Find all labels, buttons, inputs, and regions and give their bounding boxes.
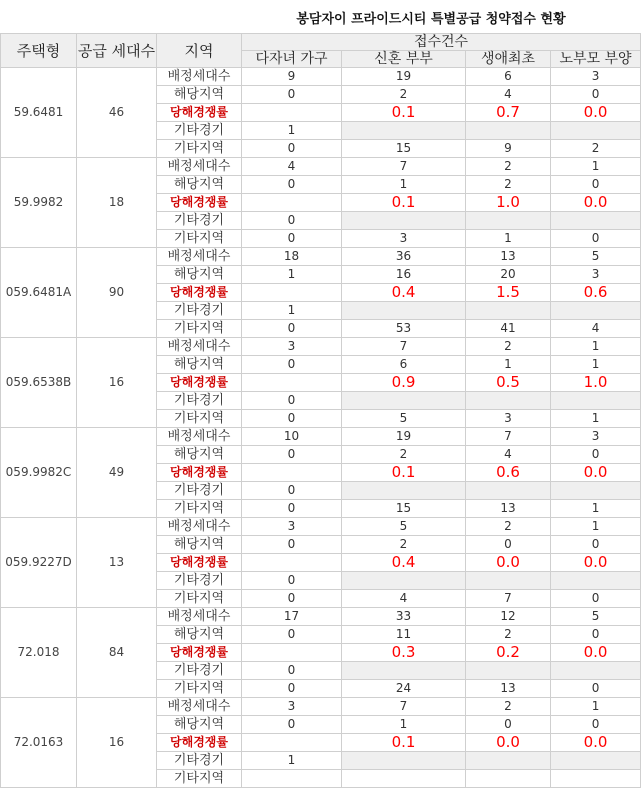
value-cell: 3 bbox=[242, 698, 342, 716]
competition-ratio-cell bbox=[242, 194, 342, 212]
competition-ratio-cell: 1.5 bbox=[466, 284, 551, 302]
competition-ratio-cell: 0.6 bbox=[551, 284, 641, 302]
competition-ratio-cell bbox=[242, 734, 342, 752]
value-cell: 2 bbox=[342, 86, 466, 104]
competition-ratio-cell bbox=[242, 644, 342, 662]
value-cell: 0 bbox=[242, 320, 342, 338]
value-cell: 13 bbox=[466, 248, 551, 266]
value-cell: 3 bbox=[466, 410, 551, 428]
value-cell: 2 bbox=[466, 626, 551, 644]
table-row bbox=[1, 428, 641, 446]
competition-ratio-cell bbox=[242, 374, 342, 392]
value-cell: 0 bbox=[551, 716, 641, 734]
row-label: 배정세대수 bbox=[157, 428, 242, 446]
row-label: 배정세대수 bbox=[157, 68, 242, 86]
value-cell: 1 bbox=[466, 230, 551, 248]
row-label: 기타경기 bbox=[157, 482, 242, 500]
row-label: 기타지역 bbox=[157, 140, 242, 158]
value-cell: 1 bbox=[466, 356, 551, 374]
application-status-table bbox=[0, 33, 641, 788]
supply-count-cell: 90 bbox=[77, 248, 157, 338]
value-cell bbox=[342, 122, 466, 140]
value-cell: 2 bbox=[551, 140, 641, 158]
competition-ratio-cell: 0.0 bbox=[466, 554, 551, 572]
row-label: 당해경쟁률 bbox=[157, 374, 242, 392]
value-cell: 0 bbox=[242, 572, 342, 590]
competition-ratio-cell: 0.4 bbox=[342, 284, 466, 302]
row-label: 당해경쟁률 bbox=[157, 734, 242, 752]
competition-ratio-cell bbox=[242, 554, 342, 572]
value-cell: 11 bbox=[342, 626, 466, 644]
competition-ratio-cell: 0.0 bbox=[551, 104, 641, 122]
competition-ratio-cell: 0.2 bbox=[466, 644, 551, 662]
value-cell: 3 bbox=[551, 266, 641, 284]
row-label: 기타지역 bbox=[157, 230, 242, 248]
value-cell: 12 bbox=[466, 608, 551, 626]
value-cell: 13 bbox=[466, 680, 551, 698]
value-cell: 5 bbox=[551, 248, 641, 266]
table-row bbox=[1, 248, 641, 266]
value-cell: 7 bbox=[342, 338, 466, 356]
value-cell: 3 bbox=[551, 428, 641, 446]
value-cell bbox=[342, 392, 466, 410]
value-cell bbox=[551, 752, 641, 770]
row-label: 해당지역 bbox=[157, 626, 242, 644]
value-cell bbox=[551, 122, 641, 140]
row-label: 해당지역 bbox=[157, 716, 242, 734]
row-label: 기타지역 bbox=[157, 680, 242, 698]
competition-ratio-cell: 0.0 bbox=[551, 734, 641, 752]
value-cell bbox=[551, 572, 641, 590]
table-row bbox=[1, 158, 641, 176]
housing-type-cell: 059.6538B bbox=[1, 338, 77, 428]
value-cell bbox=[551, 302, 641, 320]
competition-ratio-cell: 0.6 bbox=[466, 464, 551, 482]
value-cell: 0 bbox=[242, 482, 342, 500]
value-cell: 0 bbox=[242, 662, 342, 680]
supply-count-cell: 16 bbox=[77, 338, 157, 428]
value-cell: 41 bbox=[466, 320, 551, 338]
housing-type-cell: 059.9227D bbox=[1, 518, 77, 608]
value-cell: 0 bbox=[242, 230, 342, 248]
value-cell: 9 bbox=[466, 140, 551, 158]
value-cell: 16 bbox=[342, 266, 466, 284]
row-label: 기타지역 bbox=[157, 320, 242, 338]
value-cell: 0 bbox=[242, 140, 342, 158]
value-cell bbox=[342, 302, 466, 320]
table-row bbox=[1, 68, 641, 86]
value-cell bbox=[242, 770, 342, 788]
row-label: 해당지역 bbox=[157, 446, 242, 464]
competition-ratio-cell: 0.1 bbox=[342, 734, 466, 752]
value-cell: 1 bbox=[551, 698, 641, 716]
competition-ratio-cell bbox=[242, 104, 342, 122]
value-cell: 0 bbox=[242, 590, 342, 608]
value-cell: 0 bbox=[551, 536, 641, 554]
header-col-firsttime: 생애최초 bbox=[466, 51, 551, 68]
row-label: 기타지역 bbox=[157, 590, 242, 608]
value-cell: 7 bbox=[466, 428, 551, 446]
row-label: 배정세대수 bbox=[157, 248, 242, 266]
value-cell: 0 bbox=[242, 212, 342, 230]
value-cell: 1 bbox=[551, 158, 641, 176]
value-cell: 13 bbox=[466, 500, 551, 518]
value-cell bbox=[342, 212, 466, 230]
housing-type-cell: 59.6481 bbox=[1, 68, 77, 158]
competition-ratio-cell: 0.1 bbox=[342, 194, 466, 212]
header-region: 지역 bbox=[157, 34, 242, 68]
value-cell: 24 bbox=[342, 680, 466, 698]
table-body bbox=[1, 68, 641, 788]
value-cell: 5 bbox=[551, 608, 641, 626]
value-cell bbox=[466, 212, 551, 230]
value-cell: 1 bbox=[242, 266, 342, 284]
value-cell: 4 bbox=[342, 590, 466, 608]
value-cell bbox=[466, 302, 551, 320]
value-cell bbox=[551, 212, 641, 230]
value-cell: 0 bbox=[551, 626, 641, 644]
value-cell: 0 bbox=[242, 680, 342, 698]
housing-type-cell: 059.6481A bbox=[1, 248, 77, 338]
housing-type-cell: 59.9982 bbox=[1, 158, 77, 248]
row-label: 기타경기 bbox=[157, 572, 242, 590]
housing-type-cell: 059.9982C bbox=[1, 428, 77, 518]
competition-ratio-cell: 0.1 bbox=[342, 104, 466, 122]
row-label: 기타지역 bbox=[157, 500, 242, 518]
value-cell: 17 bbox=[242, 608, 342, 626]
competition-ratio-cell: 0.0 bbox=[551, 644, 641, 662]
value-cell: 2 bbox=[466, 518, 551, 536]
row-label: 기타경기 bbox=[157, 752, 242, 770]
row-label: 배정세대수 bbox=[157, 608, 242, 626]
value-cell bbox=[551, 770, 641, 788]
value-cell: 0 bbox=[551, 680, 641, 698]
table-row bbox=[1, 338, 641, 356]
value-cell: 0 bbox=[551, 590, 641, 608]
value-cell: 1 bbox=[242, 122, 342, 140]
row-label: 배정세대수 bbox=[157, 338, 242, 356]
value-cell: 0 bbox=[551, 230, 641, 248]
competition-ratio-cell: 0.0 bbox=[466, 734, 551, 752]
row-label: 당해경쟁률 bbox=[157, 104, 242, 122]
row-label: 해당지역 bbox=[157, 86, 242, 104]
value-cell: 1 bbox=[551, 338, 641, 356]
competition-ratio-cell: 0.4 bbox=[342, 554, 466, 572]
competition-ratio-cell: 0.0 bbox=[551, 464, 641, 482]
competition-ratio-cell: 0.7 bbox=[466, 104, 551, 122]
row-label: 당해경쟁률 bbox=[157, 194, 242, 212]
value-cell bbox=[342, 662, 466, 680]
value-cell: 10 bbox=[242, 428, 342, 446]
value-cell: 1 bbox=[242, 752, 342, 770]
competition-ratio-cell bbox=[242, 284, 342, 302]
value-cell: 2 bbox=[466, 176, 551, 194]
row-label: 해당지역 bbox=[157, 176, 242, 194]
value-cell: 36 bbox=[342, 248, 466, 266]
competition-ratio-cell bbox=[242, 464, 342, 482]
value-cell: 4 bbox=[466, 446, 551, 464]
row-label: 기타경기 bbox=[157, 212, 242, 230]
value-cell bbox=[466, 662, 551, 680]
value-cell bbox=[466, 392, 551, 410]
competition-ratio-cell: 0.5 bbox=[466, 374, 551, 392]
value-cell: 53 bbox=[342, 320, 466, 338]
value-cell: 2 bbox=[466, 698, 551, 716]
row-label: 기타경기 bbox=[157, 662, 242, 680]
value-cell: 1 bbox=[342, 176, 466, 194]
competition-ratio-cell: 0.3 bbox=[342, 644, 466, 662]
value-cell: 33 bbox=[342, 608, 466, 626]
value-cell: 4 bbox=[242, 158, 342, 176]
value-cell: 7 bbox=[342, 158, 466, 176]
value-cell: 0 bbox=[242, 626, 342, 644]
value-cell bbox=[551, 392, 641, 410]
value-cell: 9 bbox=[242, 68, 342, 86]
value-cell: 0 bbox=[242, 392, 342, 410]
competition-ratio-cell: 0.1 bbox=[342, 464, 466, 482]
row-label: 당해경쟁률 bbox=[157, 284, 242, 302]
row-label: 배정세대수 bbox=[157, 698, 242, 716]
supply-count-cell: 13 bbox=[77, 518, 157, 608]
value-cell: 0 bbox=[551, 86, 641, 104]
value-cell: 0 bbox=[242, 500, 342, 518]
value-cell: 0 bbox=[551, 446, 641, 464]
value-cell bbox=[466, 482, 551, 500]
value-cell: 4 bbox=[551, 320, 641, 338]
table-row bbox=[1, 608, 641, 626]
value-cell: 0 bbox=[242, 536, 342, 554]
value-cell: 0 bbox=[242, 716, 342, 734]
competition-ratio-cell: 0.0 bbox=[551, 554, 641, 572]
housing-type-cell: 72.0163 bbox=[1, 698, 77, 788]
header-applications: 접수건수 bbox=[242, 34, 641, 51]
row-label: 해당지역 bbox=[157, 356, 242, 374]
header-col-elderly: 노부모 부양 bbox=[551, 51, 641, 68]
value-cell: 1 bbox=[342, 716, 466, 734]
value-cell: 2 bbox=[466, 158, 551, 176]
value-cell: 0 bbox=[242, 176, 342, 194]
supply-count-cell: 18 bbox=[77, 158, 157, 248]
value-cell: 5 bbox=[342, 518, 466, 536]
row-label: 당해경쟁률 bbox=[157, 644, 242, 662]
row-label: 당해경쟁률 bbox=[157, 464, 242, 482]
value-cell bbox=[551, 662, 641, 680]
page-title: 봉담자이 프라이드시티 특별공급 청약접수 현황 bbox=[296, 12, 566, 27]
value-cell: 0 bbox=[242, 446, 342, 464]
value-cell: 3 bbox=[242, 338, 342, 356]
housing-type-cell: 72.018 bbox=[1, 608, 77, 698]
value-cell: 2 bbox=[342, 446, 466, 464]
value-cell bbox=[466, 122, 551, 140]
value-cell: 3 bbox=[551, 68, 641, 86]
supply-count-cell: 84 bbox=[77, 608, 157, 698]
row-label: 배정세대수 bbox=[157, 518, 242, 536]
competition-ratio-cell: 0.9 bbox=[342, 374, 466, 392]
value-cell bbox=[342, 572, 466, 590]
value-cell bbox=[466, 572, 551, 590]
value-cell: 5 bbox=[342, 410, 466, 428]
competition-ratio-cell: 1.0 bbox=[551, 374, 641, 392]
row-label: 당해경쟁률 bbox=[157, 554, 242, 572]
row-label: 기타지역 bbox=[157, 770, 242, 788]
table-row bbox=[1, 518, 641, 536]
value-cell bbox=[466, 770, 551, 788]
value-cell: 0 bbox=[242, 356, 342, 374]
value-cell: 1 bbox=[551, 518, 641, 536]
supply-count-cell: 46 bbox=[77, 68, 157, 158]
value-cell bbox=[551, 482, 641, 500]
row-label: 해당지역 bbox=[157, 266, 242, 284]
value-cell bbox=[342, 770, 466, 788]
value-cell: 7 bbox=[466, 590, 551, 608]
value-cell: 19 bbox=[342, 68, 466, 86]
value-cell: 0 bbox=[242, 410, 342, 428]
value-cell bbox=[342, 482, 466, 500]
value-cell: 3 bbox=[342, 230, 466, 248]
value-cell: 2 bbox=[466, 338, 551, 356]
value-cell: 0 bbox=[466, 716, 551, 734]
value-cell: 7 bbox=[342, 698, 466, 716]
row-label: 기타경기 bbox=[157, 302, 242, 320]
value-cell: 6 bbox=[342, 356, 466, 374]
row-label: 기타경기 bbox=[157, 122, 242, 140]
value-cell: 6 bbox=[466, 68, 551, 86]
value-cell: 15 bbox=[342, 140, 466, 158]
value-cell: 4 bbox=[466, 86, 551, 104]
value-cell: 15 bbox=[342, 500, 466, 518]
header-col-newlywed: 신혼 부부 bbox=[342, 51, 466, 68]
competition-ratio-cell: 0.0 bbox=[551, 194, 641, 212]
value-cell: 1 bbox=[242, 302, 342, 320]
value-cell: 0 bbox=[466, 536, 551, 554]
value-cell: 1 bbox=[551, 410, 641, 428]
value-cell: 0 bbox=[242, 86, 342, 104]
row-label: 기타경기 bbox=[157, 392, 242, 410]
table-row bbox=[1, 698, 641, 716]
row-label: 배정세대수 bbox=[157, 158, 242, 176]
competition-ratio-cell: 1.0 bbox=[466, 194, 551, 212]
value-cell: 19 bbox=[342, 428, 466, 446]
header-supply: 공급 세대수 bbox=[77, 34, 157, 68]
value-cell: 0 bbox=[551, 176, 641, 194]
value-cell: 20 bbox=[466, 266, 551, 284]
header-type: 주택형 bbox=[1, 34, 77, 68]
row-label: 기타지역 bbox=[157, 410, 242, 428]
supply-count-cell: 49 bbox=[77, 428, 157, 518]
value-cell: 1 bbox=[551, 356, 641, 374]
value-cell bbox=[342, 752, 466, 770]
row-label: 해당지역 bbox=[157, 536, 242, 554]
value-cell bbox=[466, 752, 551, 770]
supply-count-cell: 16 bbox=[77, 698, 157, 788]
value-cell: 18 bbox=[242, 248, 342, 266]
value-cell: 1 bbox=[551, 500, 641, 518]
header-col-multichild: 다자녀 가구 bbox=[242, 51, 342, 68]
value-cell: 2 bbox=[342, 536, 466, 554]
value-cell: 3 bbox=[242, 518, 342, 536]
